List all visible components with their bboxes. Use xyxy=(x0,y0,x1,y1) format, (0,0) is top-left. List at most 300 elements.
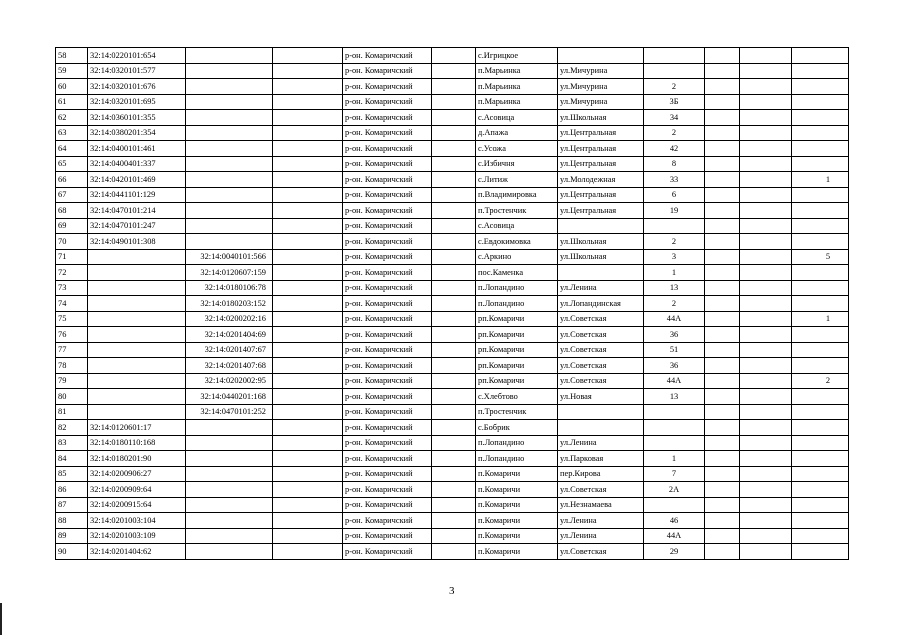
district-cell: р-он. Комаричский xyxy=(343,389,432,405)
cadastral-number-a-cell xyxy=(88,280,186,296)
blank-col-2-cell xyxy=(432,420,476,436)
blank-col-2-cell xyxy=(432,296,476,312)
street-cell: ул.Центральная xyxy=(558,187,644,203)
blank-col-2-cell xyxy=(432,234,476,250)
blank-col-2-cell xyxy=(432,79,476,95)
house-number-cell: 36 xyxy=(644,327,705,343)
extra-col-2-cell xyxy=(740,404,792,420)
street-cell: ул.Советская xyxy=(558,544,644,560)
table-row xyxy=(56,156,849,172)
settlement-cell: п.Комаричи xyxy=(476,466,558,482)
extra-col-1-cell xyxy=(705,48,740,64)
cadastral-number-a-cell: 32:14:0380201:354 xyxy=(88,125,186,141)
blank-col-cell xyxy=(273,234,343,250)
row-number-cell: 80 xyxy=(56,389,88,405)
table-row xyxy=(56,203,849,219)
blank-col-cell xyxy=(273,373,343,389)
settlement-cell: с.Аркино xyxy=(476,249,558,265)
district-cell: р-он. Комаричский xyxy=(343,156,432,172)
extra-col-2-cell xyxy=(740,125,792,141)
house-number-cell: 1 xyxy=(644,265,705,281)
cadastral-number-a-cell xyxy=(88,327,186,343)
street-cell: ул.Ленина xyxy=(558,513,644,529)
cadastral-number-b-cell xyxy=(186,420,273,436)
cadastral-number-a-cell xyxy=(88,296,186,312)
row-number-cell: 67 xyxy=(56,187,88,203)
table-row xyxy=(56,218,849,234)
blank-col-cell xyxy=(273,172,343,188)
settlement-cell: п.Тростенчик xyxy=(476,404,558,420)
register-table xyxy=(55,47,849,560)
street-cell: ул.Мичурина xyxy=(558,63,644,79)
district-cell: р-он. Комаричский xyxy=(343,311,432,327)
extra-col-1-cell xyxy=(705,373,740,389)
street-cell: ул.Ленина xyxy=(558,280,644,296)
district-cell: р-он. Комаричский xyxy=(343,296,432,312)
district-cell: р-он. Комаричский xyxy=(343,404,432,420)
settlement-cell: рп.Комаричи xyxy=(476,373,558,389)
extra-col-1-cell xyxy=(705,249,740,265)
street-cell: ул.Мичурина xyxy=(558,94,644,110)
blank-col-cell xyxy=(273,110,343,126)
row-number-cell: 63 xyxy=(56,125,88,141)
house-number-cell: 2 xyxy=(644,234,705,250)
house-number-cell: 13 xyxy=(644,389,705,405)
extra-col-2-cell xyxy=(740,544,792,560)
blank-col-cell xyxy=(273,218,343,234)
blank-col-cell xyxy=(273,528,343,544)
district-cell: р-он. Комаричский xyxy=(343,187,432,203)
street-cell xyxy=(558,218,644,234)
house-number-cell: 2 xyxy=(644,296,705,312)
house-number-cell: 7 xyxy=(644,466,705,482)
cadastral-number-a-cell xyxy=(88,342,186,358)
district-cell: р-он. Комаричский xyxy=(343,79,432,95)
cadastral-number-a-cell: 32:14:0320101:695 xyxy=(88,94,186,110)
cadastral-number-b-cell xyxy=(186,451,273,467)
district-cell: р-он. Комаричский xyxy=(343,466,432,482)
blank-col-2-cell xyxy=(432,203,476,219)
blank-col-cell xyxy=(273,125,343,141)
extra-col-2-cell xyxy=(740,234,792,250)
house-number-cell: 2 xyxy=(644,79,705,95)
cadastral-number-b-cell: 32:14:0470101:252 xyxy=(186,404,273,420)
street-cell: ул.Школьная xyxy=(558,234,644,250)
street-cell: ул.Молодежная xyxy=(558,172,644,188)
blank-col-cell xyxy=(273,203,343,219)
blank-col-2-cell xyxy=(432,94,476,110)
blank-col-cell xyxy=(273,94,343,110)
blank-col-cell xyxy=(273,48,343,64)
cadastral-number-a-cell: 32:14:0200906:27 xyxy=(88,466,186,482)
extra-col-2-cell xyxy=(740,48,792,64)
blank-col-cell xyxy=(273,544,343,560)
blank-col-cell xyxy=(273,497,343,513)
count-cell xyxy=(792,79,849,95)
row-number-cell: 72 xyxy=(56,265,88,281)
count-cell xyxy=(792,466,849,482)
table-row xyxy=(56,513,849,529)
blank-col-cell xyxy=(273,358,343,374)
cadastral-number-b-cell: 32:14:0201407:67 xyxy=(186,342,273,358)
table-row xyxy=(56,94,849,110)
extra-col-2-cell xyxy=(740,482,792,498)
settlement-cell: с.Литиж xyxy=(476,172,558,188)
table-row xyxy=(56,528,849,544)
table-row xyxy=(56,497,849,513)
cadastral-number-a-cell: 32:14:0470101:214 xyxy=(88,203,186,219)
count-cell xyxy=(792,404,849,420)
extra-col-2-cell xyxy=(740,342,792,358)
district-cell: р-он. Комаричский xyxy=(343,265,432,281)
extra-col-1-cell xyxy=(705,389,740,405)
cadastral-number-a-cell: 32:14:0201003:109 xyxy=(88,528,186,544)
house-number-cell xyxy=(644,435,705,451)
cadastral-number-b-cell xyxy=(186,141,273,157)
extra-col-2-cell xyxy=(740,110,792,126)
house-number-cell: 3 xyxy=(644,249,705,265)
district-cell: р-он. Комаричский xyxy=(343,497,432,513)
blank-col-cell xyxy=(273,513,343,529)
settlement-cell: с.Усожа xyxy=(476,141,558,157)
blank-col-cell xyxy=(273,451,343,467)
cadastral-number-b-cell xyxy=(186,156,273,172)
blank-col-2-cell xyxy=(432,125,476,141)
extra-col-1-cell xyxy=(705,466,740,482)
cadastral-number-b-cell: 32:14:0201404:69 xyxy=(186,327,273,343)
cadastral-number-a-cell: 32:14:0220101:654 xyxy=(88,48,186,64)
blank-col-cell xyxy=(273,435,343,451)
house-number-cell xyxy=(644,497,705,513)
street-cell: ул.Ленина xyxy=(558,528,644,544)
count-cell xyxy=(792,203,849,219)
blank-col-2-cell xyxy=(432,435,476,451)
row-number-cell: 77 xyxy=(56,342,88,358)
extra-col-2-cell xyxy=(740,296,792,312)
blank-col-cell xyxy=(273,420,343,436)
count-cell: 1 xyxy=(792,311,849,327)
extra-col-2-cell xyxy=(740,141,792,157)
row-number-cell: 76 xyxy=(56,327,88,343)
register-table-body xyxy=(56,48,849,560)
extra-col-1-cell xyxy=(705,497,740,513)
row-number-cell: 62 xyxy=(56,110,88,126)
table-row xyxy=(56,420,849,436)
settlement-cell: п.Лопандино xyxy=(476,435,558,451)
street-cell: ул.Центральная xyxy=(558,156,644,172)
cadastral-number-b-cell xyxy=(186,110,273,126)
street-cell xyxy=(558,265,644,281)
settlement-cell: с.Хлебтово xyxy=(476,389,558,405)
blank-col-2-cell xyxy=(432,528,476,544)
district-cell: р-он. Комаричский xyxy=(343,451,432,467)
extra-col-2-cell xyxy=(740,79,792,95)
house-number-cell: 6 xyxy=(644,187,705,203)
cadastral-number-b-cell xyxy=(186,497,273,513)
blank-col-2-cell xyxy=(432,497,476,513)
table-row xyxy=(56,48,849,64)
settlement-cell: рп.Комаричи xyxy=(476,327,558,343)
table-row xyxy=(56,466,849,482)
blank-col-2-cell xyxy=(432,404,476,420)
cadastral-number-b-cell xyxy=(186,48,273,64)
blank-col-2-cell xyxy=(432,311,476,327)
extra-col-2-cell xyxy=(740,435,792,451)
blank-col-2-cell xyxy=(432,482,476,498)
count-cell xyxy=(792,141,849,157)
settlement-cell: п.Комаричи xyxy=(476,513,558,529)
cadastral-number-a-cell: 32:14:0201003:104 xyxy=(88,513,186,529)
table-row xyxy=(56,342,849,358)
count-cell xyxy=(792,156,849,172)
street-cell: ул.Новая xyxy=(558,389,644,405)
settlement-cell: пос.Каменка xyxy=(476,265,558,281)
extra-col-1-cell xyxy=(705,141,740,157)
extra-col-1-cell xyxy=(705,296,740,312)
blank-col-2-cell xyxy=(432,451,476,467)
table-row xyxy=(56,172,849,188)
count-cell xyxy=(792,389,849,405)
count-cell: 1 xyxy=(792,172,849,188)
settlement-cell: п.Комаричи xyxy=(476,544,558,560)
count-cell xyxy=(792,296,849,312)
count-cell xyxy=(792,513,849,529)
district-cell: р-он. Комаричский xyxy=(343,420,432,436)
row-number-cell: 88 xyxy=(56,513,88,529)
table-row xyxy=(56,63,849,79)
extra-col-2-cell xyxy=(740,358,792,374)
street-cell xyxy=(558,48,644,64)
street-cell: ул.Ленина xyxy=(558,435,644,451)
row-number-cell: 84 xyxy=(56,451,88,467)
cadastral-number-a-cell: 32:14:0200915:64 xyxy=(88,497,186,513)
row-number-cell: 60 xyxy=(56,79,88,95)
extra-col-1-cell xyxy=(705,63,740,79)
blank-col-2-cell xyxy=(432,389,476,405)
street-cell: ул.Советская xyxy=(558,482,644,498)
extra-col-2-cell xyxy=(740,311,792,327)
blank-col-cell xyxy=(273,141,343,157)
extra-col-2-cell xyxy=(740,451,792,467)
blank-col-2-cell xyxy=(432,48,476,64)
cadastral-number-b-cell: 32:14:0200202:16 xyxy=(186,311,273,327)
house-number-cell xyxy=(644,63,705,79)
extra-col-1-cell xyxy=(705,203,740,219)
row-number-cell: 70 xyxy=(56,234,88,250)
blank-col-cell xyxy=(273,280,343,296)
cadastral-number-b-cell xyxy=(186,125,273,141)
district-cell: р-он. Комаричский xyxy=(343,249,432,265)
settlement-cell: п.Тростенчик xyxy=(476,203,558,219)
extra-col-2-cell xyxy=(740,466,792,482)
count-cell xyxy=(792,451,849,467)
row-number-cell: 82 xyxy=(56,420,88,436)
table-row xyxy=(56,435,849,451)
table-row xyxy=(56,234,849,250)
cadastral-number-a-cell xyxy=(88,249,186,265)
blank-col-2-cell xyxy=(432,466,476,482)
table-row xyxy=(56,404,849,420)
district-cell: р-он. Комаричский xyxy=(343,358,432,374)
street-cell: ул.Центральная xyxy=(558,141,644,157)
table-row xyxy=(56,280,849,296)
extra-col-1-cell xyxy=(705,451,740,467)
row-number-cell: 79 xyxy=(56,373,88,389)
blank-col-2-cell xyxy=(432,156,476,172)
table-row xyxy=(56,373,849,389)
cadastral-number-b-cell: 32:14:0180106:78 xyxy=(186,280,273,296)
district-cell: р-он. Комаричский xyxy=(343,528,432,544)
table-row xyxy=(56,482,849,498)
cadastral-number-b-cell xyxy=(186,528,273,544)
table-row xyxy=(56,358,849,374)
cadastral-number-a-cell: 32:14:0400101:461 xyxy=(88,141,186,157)
house-number-cell: 1 xyxy=(644,451,705,467)
extra-col-2-cell xyxy=(740,280,792,296)
table-row xyxy=(56,327,849,343)
district-cell: р-он. Комаричский xyxy=(343,48,432,64)
street-cell xyxy=(558,404,644,420)
count-cell xyxy=(792,94,849,110)
cadastral-number-a-cell xyxy=(88,404,186,420)
cadastral-number-a-cell: 32:14:0400401:337 xyxy=(88,156,186,172)
cadastral-number-a-cell: 32:14:0320101:577 xyxy=(88,63,186,79)
district-cell: р-он. Комаричский xyxy=(343,482,432,498)
count-cell xyxy=(792,280,849,296)
district-cell: р-он. Комаричский xyxy=(343,280,432,296)
street-cell: пер.Кирова xyxy=(558,466,644,482)
count-cell xyxy=(792,265,849,281)
settlement-cell: с.Игрицкое xyxy=(476,48,558,64)
extra-col-2-cell xyxy=(740,156,792,172)
settlement-cell: рп.Комаричи xyxy=(476,342,558,358)
count-cell: 5 xyxy=(792,249,849,265)
district-cell: р-он. Комаричский xyxy=(343,373,432,389)
street-cell xyxy=(558,420,644,436)
extra-col-1-cell xyxy=(705,172,740,188)
cadastral-number-b-cell: 32:14:0180203:152 xyxy=(186,296,273,312)
settlement-cell: п.Комаричи xyxy=(476,497,558,513)
street-cell: ул.Советская xyxy=(558,311,644,327)
count-cell xyxy=(792,218,849,234)
cadastral-number-b-cell xyxy=(186,79,273,95)
count-cell xyxy=(792,110,849,126)
extra-col-1-cell xyxy=(705,513,740,529)
settlement-cell: п.Лопандино xyxy=(476,296,558,312)
extra-col-1-cell xyxy=(705,156,740,172)
cadastral-number-a-cell: 32:14:0470101:247 xyxy=(88,218,186,234)
extra-col-2-cell xyxy=(740,389,792,405)
extra-col-2-cell xyxy=(740,265,792,281)
table-row xyxy=(56,451,849,467)
cadastral-number-b-cell xyxy=(186,234,273,250)
street-cell: ул.Мичурина xyxy=(558,79,644,95)
row-number-cell: 74 xyxy=(56,296,88,312)
table-row xyxy=(56,249,849,265)
extra-col-1-cell xyxy=(705,280,740,296)
blank-col-2-cell xyxy=(432,373,476,389)
row-number-cell: 90 xyxy=(56,544,88,560)
blank-col-cell xyxy=(273,249,343,265)
blank-col-cell xyxy=(273,466,343,482)
house-number-cell: 44А xyxy=(644,528,705,544)
street-cell: ул.Советская xyxy=(558,373,644,389)
district-cell: р-он. Комаричский xyxy=(343,141,432,157)
row-number-cell: 69 xyxy=(56,218,88,234)
cadastral-number-b-cell xyxy=(186,187,273,203)
cadastral-number-a-cell: 32:14:0200909:64 xyxy=(88,482,186,498)
settlement-cell: п.Комаричи xyxy=(476,482,558,498)
extra-col-1-cell xyxy=(705,327,740,343)
settlement-cell: рп.Комаричи xyxy=(476,311,558,327)
extra-col-1-cell xyxy=(705,110,740,126)
district-cell: р-он. Комаричский xyxy=(343,110,432,126)
cadastral-number-a-cell: 32:14:0180110:168 xyxy=(88,435,186,451)
extra-col-1-cell xyxy=(705,482,740,498)
settlement-cell: рп.Комаричи xyxy=(476,358,558,374)
row-number-cell: 75 xyxy=(56,311,88,327)
extra-col-1-cell xyxy=(705,342,740,358)
extra-col-2-cell xyxy=(740,172,792,188)
street-cell: ул.Советская xyxy=(558,342,644,358)
count-cell xyxy=(792,420,849,436)
street-cell: ул.Советская xyxy=(558,358,644,374)
district-cell: р-он. Комаричский xyxy=(343,63,432,79)
cadastral-number-b-cell xyxy=(186,466,273,482)
extra-col-1-cell xyxy=(705,404,740,420)
table-row xyxy=(56,389,849,405)
count-cell xyxy=(792,544,849,560)
settlement-cell: с.Асовица xyxy=(476,218,558,234)
house-number-cell: 44А xyxy=(644,373,705,389)
street-cell: ул.Школьная xyxy=(558,249,644,265)
blank-col-cell xyxy=(273,265,343,281)
count-cell xyxy=(792,234,849,250)
cadastral-number-a-cell: 32:14:0360101:355 xyxy=(88,110,186,126)
count-cell: 2 xyxy=(792,373,849,389)
row-number-cell: 59 xyxy=(56,63,88,79)
extra-col-1-cell xyxy=(705,94,740,110)
extra-col-1-cell xyxy=(705,528,740,544)
extra-col-2-cell xyxy=(740,203,792,219)
blank-col-cell xyxy=(273,79,343,95)
settlement-cell: п.Лопандино xyxy=(476,451,558,467)
house-number-cell: 44А xyxy=(644,311,705,327)
extra-col-1-cell xyxy=(705,435,740,451)
extra-col-1-cell xyxy=(705,218,740,234)
street-cell: ул.Парковая xyxy=(558,451,644,467)
count-cell xyxy=(792,48,849,64)
extra-col-1-cell xyxy=(705,234,740,250)
row-number-cell: 81 xyxy=(56,404,88,420)
extra-col-2-cell xyxy=(740,94,792,110)
cadastral-number-a-cell: 32:14:0320101:676 xyxy=(88,79,186,95)
district-cell: р-он. Комаричский xyxy=(343,513,432,529)
row-number-cell: 61 xyxy=(56,94,88,110)
table-row xyxy=(56,187,849,203)
blank-col-2-cell xyxy=(432,544,476,560)
cadastral-number-a-cell: 32:14:0180201:90 xyxy=(88,451,186,467)
settlement-cell: п.Марьинка xyxy=(476,94,558,110)
cadastral-number-a-cell xyxy=(88,311,186,327)
blank-col-cell xyxy=(273,342,343,358)
cadastral-number-a-cell xyxy=(88,373,186,389)
count-cell xyxy=(792,63,849,79)
house-number-cell: 51 xyxy=(644,342,705,358)
settlement-cell: п.Владимировка xyxy=(476,187,558,203)
house-number-cell: 36 xyxy=(644,358,705,374)
house-number-cell: 13 xyxy=(644,280,705,296)
